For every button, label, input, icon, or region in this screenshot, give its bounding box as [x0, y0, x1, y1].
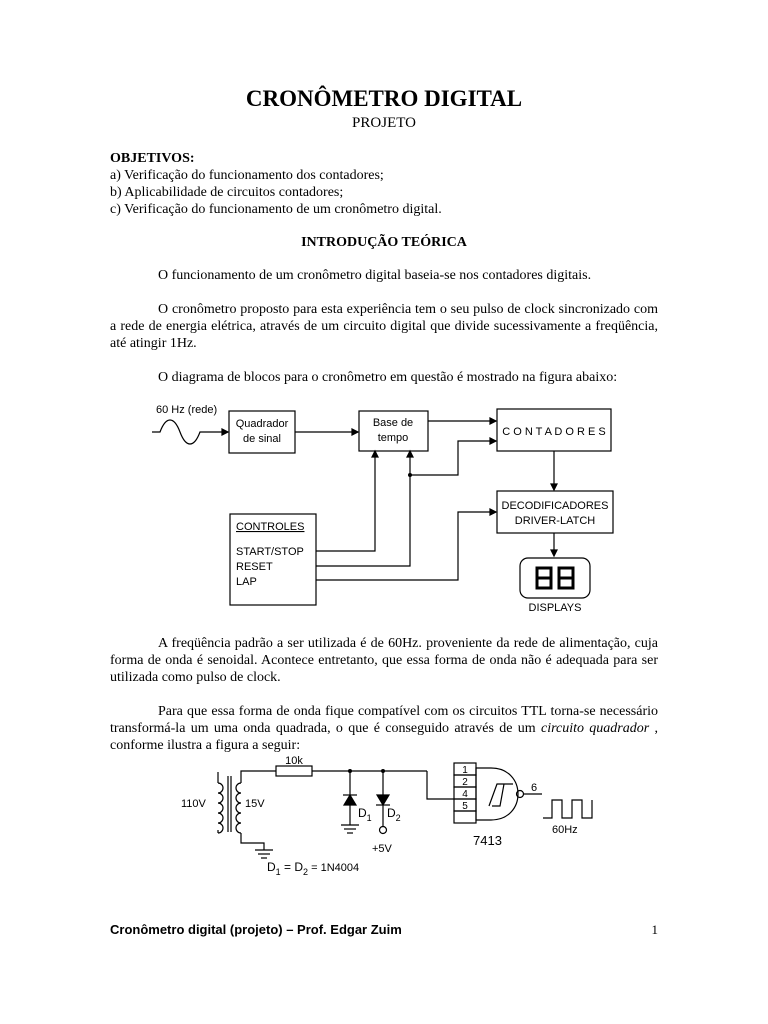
page-number: 1	[651, 922, 658, 937]
d2-label: $D_2$	[387, 806, 401, 823]
pin-label: 4	[462, 789, 468, 800]
transformer-primary-icon	[218, 783, 223, 833]
d1-label: $D_1$	[358, 806, 372, 823]
frequency-label: 60Hz	[552, 824, 578, 836]
control-item-lap: LAP	[236, 576, 257, 588]
paragraph-5-text-a: Para que essa forma de onda fique compatível com os circuitos TTL torna-se necessário transformá-la um uma onda quadrada, o que é conseguido através de um	[110, 704, 658, 736]
paragraph-2: O cronômetro proposto para esta experiência tem o seu pulso de clock sincronizado com a rede de energia elétrica, através de um circuito digital que divide sucessivamente a freqüência, até atingir 1Hz.	[110, 302, 658, 351]
paragraph-1: O funcionamento de um cronômetro digital baseia-se nos contadores digitais.	[158, 268, 592, 283]
pin-label: 2	[462, 777, 468, 788]
ic-label: 7413	[473, 833, 502, 848]
resistor-icon	[276, 766, 312, 776]
page-title: CRONÔMETRO DIGITAL	[245, 86, 523, 111]
squarer-label-1: Quadrador	[235, 418, 289, 430]
nand-gate-icon	[476, 768, 518, 820]
input-label: 60 Hz (rede)	[156, 404, 218, 416]
paragraph-5-text-b: , conforme ilustra a figura a seguir:	[110, 721, 659, 753]
footer-text: Cronômetro digital (projeto) – Prof. Edgar Zuim	[110, 922, 402, 937]
vcc-label: +5V	[372, 843, 392, 855]
paragraph-5-emphasis: circuito quadrador	[540, 721, 650, 736]
counters-label: C O N T A D O R E S	[502, 426, 606, 438]
displays-label: DISPLAYS	[528, 602, 582, 614]
pin-label: 1	[462, 765, 468, 776]
squarer-label-2: de sinal	[243, 433, 281, 445]
output-pin-label: 6	[531, 782, 538, 794]
square-wave-icon	[543, 800, 592, 818]
diode-d2-icon	[377, 795, 389, 805]
page-subtitle: PROJETO	[352, 115, 416, 131]
decoders-label-1: DECODIFICADORES	[501, 500, 609, 512]
timebase-label-1: Base de	[372, 417, 414, 429]
controls-title: CONTROLES	[236, 521, 305, 533]
control-item-start-stop: START/STOP	[236, 546, 304, 558]
page-footer	[110, 922, 658, 938]
diode-spec-label: $D_1 = D_2 = 1N4004$	[267, 860, 360, 877]
control-item-reset: RESET	[236, 561, 273, 573]
objective-item: b) Aplicabilidade de circuitos contadores;	[110, 185, 344, 200]
resistor-label: 10k	[285, 755, 303, 767]
objective-item: a) Verificação do funcionamento dos contadores;	[110, 168, 384, 183]
transformer-secondary-icon	[236, 783, 241, 833]
primary-voltage-label: 110V	[181, 798, 206, 810]
secondary-voltage-label: 15V	[245, 798, 265, 810]
diode-d1-icon	[344, 795, 356, 805]
section-heading: INTRODUÇÃO TEÓRICA	[301, 235, 467, 250]
decoders-label-2: DRIVER-LATCH	[514, 515, 596, 527]
paragraph-3: O diagrama de blocos para o cronômetro em questão é mostrado na figura abaixo:	[158, 370, 618, 385]
timebase-label-2: tempo	[377, 432, 409, 444]
objectives-heading: OBJETIVOS:	[110, 151, 195, 166]
objective-item: c) Verificação do funcionamento de um cronômetro digital.	[110, 202, 442, 217]
pin-label: 5	[462, 801, 468, 812]
paragraph-4: A freqüência padrão a ser utilizada é de 60Hz. proveniente da rede de alimentação, cuja forma de onda é senoidal. Acontece entretanto, que essa forma de onda não é adequada para ser utilizada como pulso de clock.	[110, 636, 658, 685]
